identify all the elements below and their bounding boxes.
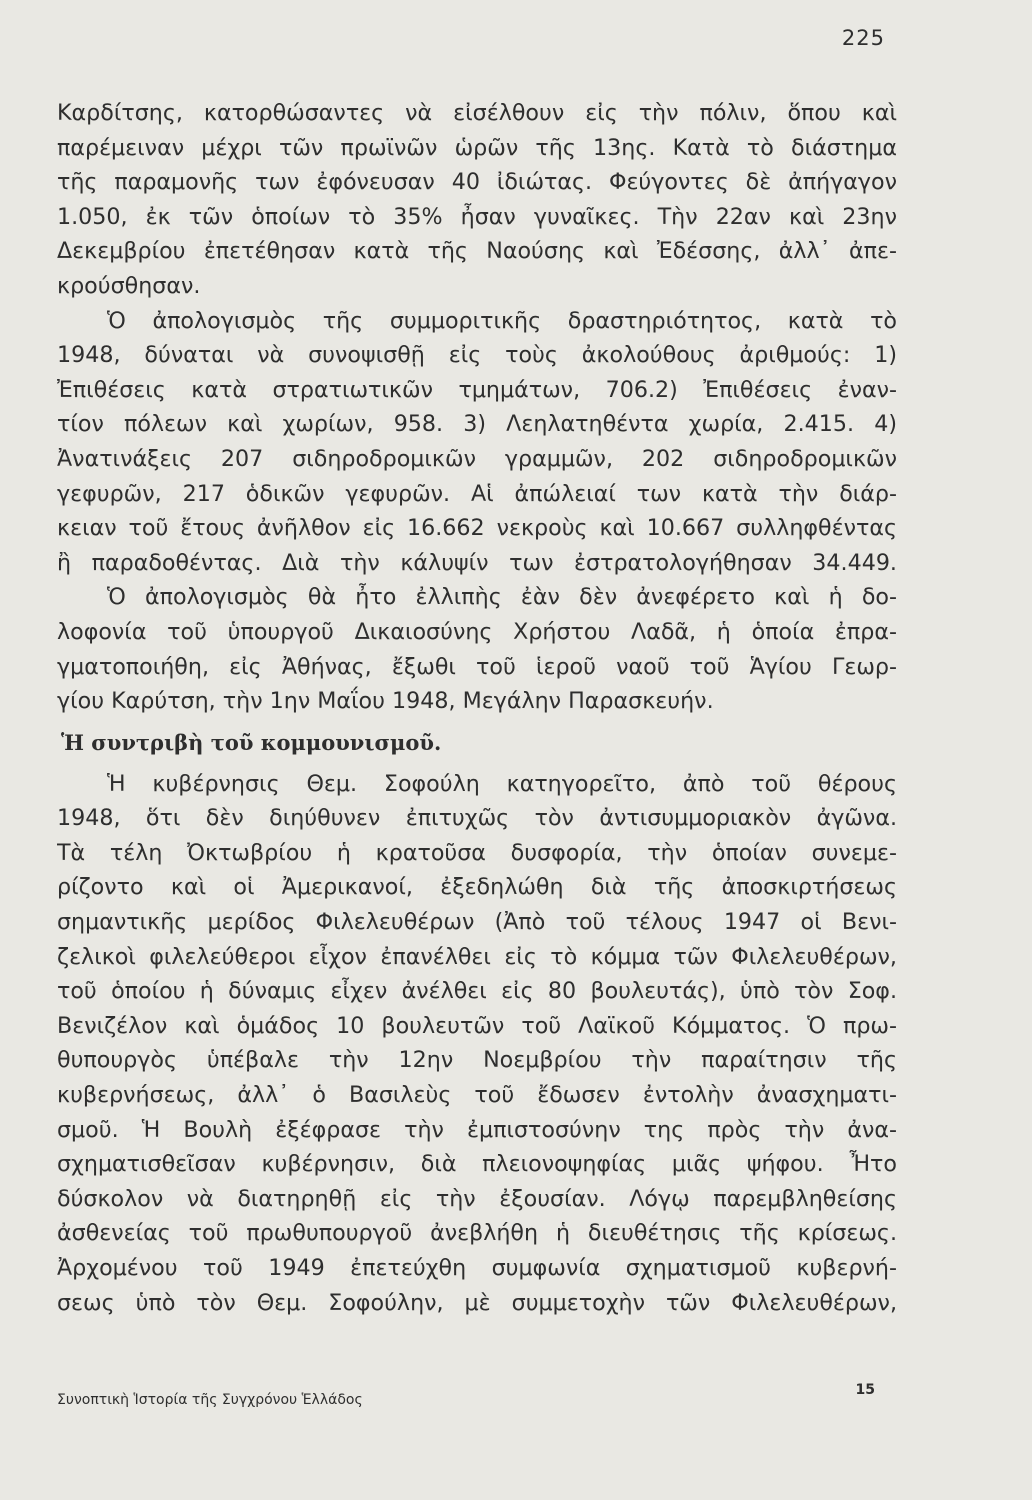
text-line: ζελικοὶ φιλελεύθεροι εἶχον ἐπανέλθει εἰς τὸ κόμμα τῶν Φιλελευθέρων,: [57, 943, 897, 970]
text-line: σχηματισθεῖσαν κυβέρνησιν, διὰ πλειονοψηφίας μιᾶς ψήφου. Ἦτο: [57, 1151, 897, 1178]
section-heading: Ἡ συντριβὴ τοῦ κομμουνισμοῦ.: [61, 729, 442, 755]
text-line: Τὰ τέλη Ὀκτωβρίου ἡ κρατοῦσα δυσφορία, τὴν ὁποίαν συνεμε-: [57, 839, 897, 866]
body-text: [57, 96, 897, 1320]
text-line: σεως ὑπὸ τὸν Θεμ. Σοφούλην, μὲ συμμετοχὴν τῶν Φιλελευθέρων,: [57, 1289, 897, 1316]
text-line: Ὁ ἀπολογισμὸς θὰ ἦτο ἐλλιπὴς ἐὰν δὲν ἀνεφέρετο καὶ ἡ δο-: [107, 584, 897, 611]
text-line: παρέμειναν μέχρι τῶν πρωϊνῶν ὡρῶν τῆς 13ης. Κατὰ τὸ διάστημα: [57, 134, 897, 161]
text-line: δύσκολον νὰ διατηρηθῇ εἰς τὴν ἐξουσίαν. Λόγῳ παρεμβληθείσης: [57, 1185, 897, 1212]
text-line: τῆς παραμονῆς των ἐφόνευσαν 40 ἰδιώτας. Φεύγοντες δὲ ἀπήγαγον: [57, 169, 897, 196]
text-line: τίον πόλεων καὶ χωρίων, 958. 3) Λεηλατηθέντα χωρία, 2.415. 4): [57, 411, 897, 438]
text-line: Δεκεμβρίου ἐπετέθησαν κατὰ τῆς Ναούσης καὶ Ἐδέσσης, ἀλλ᾽ ἀπε-: [57, 238, 897, 265]
text-line: 1948, ὅτι δὲν διηύθυνεν ἐπιτυχῶς τὸν ἀντισυμμοριακὸν ἀγῶνα.: [57, 805, 897, 832]
text-line: κυβερνήσεως, ἀλλ᾽ ὁ Βασιλεὺς τοῦ ἔδωσεν ἐντολὴν ἀνασχηματι-: [57, 1082, 897, 1109]
text-line: σμοῦ. Ἡ Βουλὴ ἐξέφρασε τὴν ἐμπιστοσύνην της πρὸς τὴν ἀνα-: [57, 1116, 897, 1143]
text-line: Ἡ κυβέρνησις Θεμ. Σοφούλη κατηγορεῖτο, ἀπὸ τοῦ θέρους: [107, 770, 897, 797]
page-footer: [57, 1382, 897, 1412]
text-line: Καρδίτσης, κατορθώσαντες νὰ εἰσέλθουν εἰς τὴν πόλιν, ὅπου καὶ: [57, 100, 897, 126]
text-line: 1.050, ἐκ τῶν ὁποίων τὸ 35% ἦσαν γυναῖκες. Τὴν 22αν καὶ 23ην: [57, 203, 897, 230]
text-line: 1948, δύναται νὰ συνοψισθῇ εἰς τοὺς ἀκολούθους ἀριθμούς: 1): [57, 342, 897, 369]
text-line: λοφονία τοῦ ὑπουργοῦ Δικαιοσύνης Χρήστου Λαδᾶ, ἡ ὁποία ἐπρα-: [57, 618, 897, 645]
text-line: γίου Καρύτση, τὴν 1ην Μαΐου 1948, Μεγάλην Παρασκευήν.: [57, 688, 714, 715]
text-line: Ἐπιθέσεις κατὰ στρατιωτικῶν τμημάτων, 706.2) Ἐπιθέσεις ἐναν-: [57, 376, 897, 403]
text-line: Ἀνατινάξεις 207 σιδηροδρομικῶν γραμμῶν, 202 σιδηροδρομικῶν: [57, 445, 897, 472]
running-title: Συνοπτικὴ Ἱστορία τῆς Συγχρόνου Ἑλλάδος: [57, 1392, 363, 1408]
page-number: 225: [841, 26, 885, 50]
text-line: ἀσθενείας τοῦ πρωθυπουργοῦ ἀνεβλήθη ἡ διευθέτησις τῆς κρίσεως.: [57, 1220, 897, 1247]
text-line: θυπουργὸς ὑπέβαλε τὴν 12ην Νοεμβρίου τὴν παραίτησιν τῆς: [57, 1047, 897, 1074]
text-line: σημαντικῆς μερίδος Φιλελευθέρων (Ἀπὸ τοῦ τέλους 1947 οἱ Βενι-: [57, 909, 897, 936]
text-line: τοῦ ὁποίου ἡ δύναμις εἶχεν ἀνέλθει εἰς 80 βουλευτάς), ὑπὸ τὸν Σοφ.: [57, 978, 897, 1005]
text-line: κρούσθησαν.: [57, 272, 201, 299]
signature-mark: 15: [855, 1382, 875, 1398]
text-line: ἢ παραδοθέντας. Διὰ τὴν κάλυψίν των ἐστρατολογήθησαν 34.449.: [57, 549, 897, 576]
text-line: Ἀρχομένου τοῦ 1949 ἐπετεύχθη συμφωνία σχηματισμοῦ κυβερνή-: [57, 1255, 897, 1281]
text-line: γματοποιήθη, εἰς Ἀθήνας, ἔξωθι τοῦ ἱεροῦ ναοῦ τοῦ Ἁγίου Γεωρ-: [57, 653, 897, 680]
text-line: Βενιζέλον καὶ ὁμάδος 10 βουλευτῶν τοῦ Λαϊκοῦ Κόμματος. Ὁ πρω-: [57, 1012, 897, 1039]
text-line: Ὁ ἀπολογισμὸς τῆς συμμοριτικῆς δραστηριότητος, κατὰ τὸ: [107, 307, 897, 334]
text-line: γεφυρῶν, 217 ὁδικῶν γεφυρῶν. Αἱ ἀπώλειαί των κατὰ τὴν διάρ-: [57, 480, 897, 507]
text-line: κειαν τοῦ ἔτους ἀνῆλθον εἰς 16.662 νεκροὺς καὶ 10.667 συλληφθέντας: [57, 515, 897, 542]
text-line: ρίζοντο καὶ οἱ Ἀμερικανοί, ἐξεδηλώθη διὰ τῆς ἀποσκιρτήσεως: [57, 874, 897, 901]
